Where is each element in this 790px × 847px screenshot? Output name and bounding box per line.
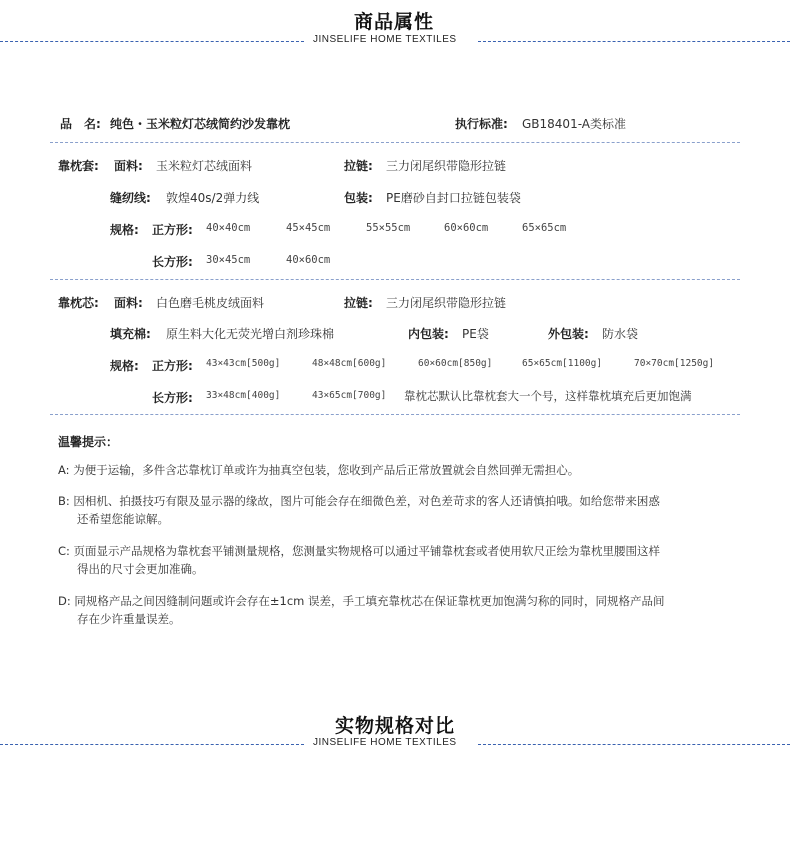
row-separator: [50, 142, 740, 143]
cover-square-label: 正方形:: [152, 223, 193, 237]
core-fill-value: 原生料大化无荧光增白剂珍珠棉: [166, 327, 335, 341]
section-subtitle-bar: [0, 34, 790, 48]
cover-square-size: 60×60cm: [444, 222, 489, 234]
cover-thread-value: 敦煌40s/2弹力线: [166, 191, 260, 205]
dashed-divider: [478, 41, 790, 42]
core-rect-size: 33×48cm[400g]: [206, 390, 281, 401]
core-outer-pack-value: 防水袋: [602, 327, 639, 341]
cover-square-size: 45×45cm: [286, 222, 331, 234]
dashed-divider: [0, 744, 304, 745]
core-zipper-label: 拉链:: [344, 296, 373, 310]
core-square-size: 43×43cm[500g]: [206, 358, 281, 369]
core-fabric-value: 白色磨毛桃皮绒面料: [156, 296, 265, 310]
row-separator: [50, 414, 740, 415]
core-inner-pack-value: PE袋: [462, 327, 489, 341]
core-rect-label: 长方形:: [152, 391, 193, 405]
core-rect-note: 靠枕芯默认比靠枕套大一个号，这样靠枕填充后更加饱满: [404, 389, 692, 403]
dashed-divider: [478, 744, 790, 745]
tip-d-line2: 存在少许重量误差。: [77, 612, 181, 626]
cover-rect-size: 40×60cm: [286, 254, 331, 266]
cover-square-size: 55×55cm: [366, 222, 411, 234]
tips-title: 温馨提示：: [58, 435, 119, 449]
standard-label: 执行标准:: [455, 117, 508, 131]
cover-label: 靠枕套:: [58, 159, 99, 173]
cover-square-size: 40×40cm: [206, 222, 251, 234]
core-square-size: 65×65cm[1100g]: [522, 358, 603, 369]
product-name-value: 纯色・玉米粒灯芯绒简约沙发靠枕: [110, 117, 291, 131]
cover-pack-value: PE磨砂自封口拉链包装袋: [386, 191, 521, 205]
core-inner-pack-label: 内包装:: [408, 327, 449, 341]
cover-fabric-label: 面料:: [114, 159, 143, 173]
section-title-properties: 商品属性: [354, 11, 435, 33]
core-square-size: 60×60cm[850g]: [418, 358, 493, 369]
core-label: 靠枕芯:: [58, 296, 99, 310]
tip-c-line2: 得出的尺寸会更加准确。: [77, 562, 204, 576]
cover-square-size: 65×65cm: [522, 222, 567, 234]
row-separator: [50, 279, 740, 280]
core-rect-size: 43×65cm[700g]: [312, 390, 387, 401]
core-spec-label: 规格:: [110, 359, 139, 373]
tip-c-line1: C: 页面显示产品规格为靠枕套平铺测量规格，您测量实物规格可以通过平铺靠枕套或者使用软尺正绘为靠枕里腰围这样: [58, 544, 661, 558]
core-square-size: 48×48cm[600g]: [312, 358, 387, 369]
core-outer-pack-label: 外包装:: [548, 327, 589, 341]
core-fill-label: 填充棉:: [110, 327, 151, 341]
cover-rect-label: 长方形:: [152, 255, 193, 269]
cover-rect-size: 30×45cm: [206, 254, 251, 266]
cover-thread-label: 缝纫线:: [110, 191, 151, 205]
core-square-size: 70×70cm[1250g]: [634, 358, 715, 369]
cover-fabric-value: 玉米粒灯芯绒面料: [156, 159, 253, 173]
tip-a: A: 为便于运输，多件含芯靠枕订单或许为抽真空包装，您收到产品后正常放置就会自然回弹无需担心。: [58, 463, 580, 477]
standard-value: GB18401-A类标准: [522, 117, 626, 131]
cover-zipper-value: 三力闭尾织带隐形拉链: [386, 159, 507, 173]
tip-d-line1: D: 同规格产品之间因缝制问题或许会存在±1cm 误差，手工填充靠枕芯在保证靠枕更加饱满匀称的同时，同规格产品间: [58, 594, 665, 608]
cover-pack-label: 包装:: [344, 191, 373, 205]
core-fabric-label: 面料:: [114, 296, 143, 310]
tip-b-line2: 还希望您能谅解。: [77, 512, 169, 526]
section-title-comparison: 实物规格对比: [335, 715, 456, 737]
product-name-label: 品 名:: [60, 117, 101, 131]
cover-zipper-label: 拉链:: [344, 159, 373, 173]
core-square-label: 正方形:: [152, 359, 193, 373]
brand-subtitle: JINSELIFE HOME TEXTILES: [313, 34, 457, 45]
core-zipper-value: 三力闭尾织带隐形拉链: [386, 296, 507, 310]
dashed-divider: [0, 41, 304, 42]
tip-b-line1: B: 因相机、拍摄技巧有限及显示器的缘故，图片可能会存在细微色差，对色差苛求的客人还请慎拍哦。如给您带来困惑: [58, 494, 660, 508]
cover-spec-label: 规格:: [110, 223, 139, 237]
section-subtitle-bar: [0, 737, 790, 751]
brand-subtitle: JINSELIFE HOME TEXTILES: [313, 737, 457, 748]
